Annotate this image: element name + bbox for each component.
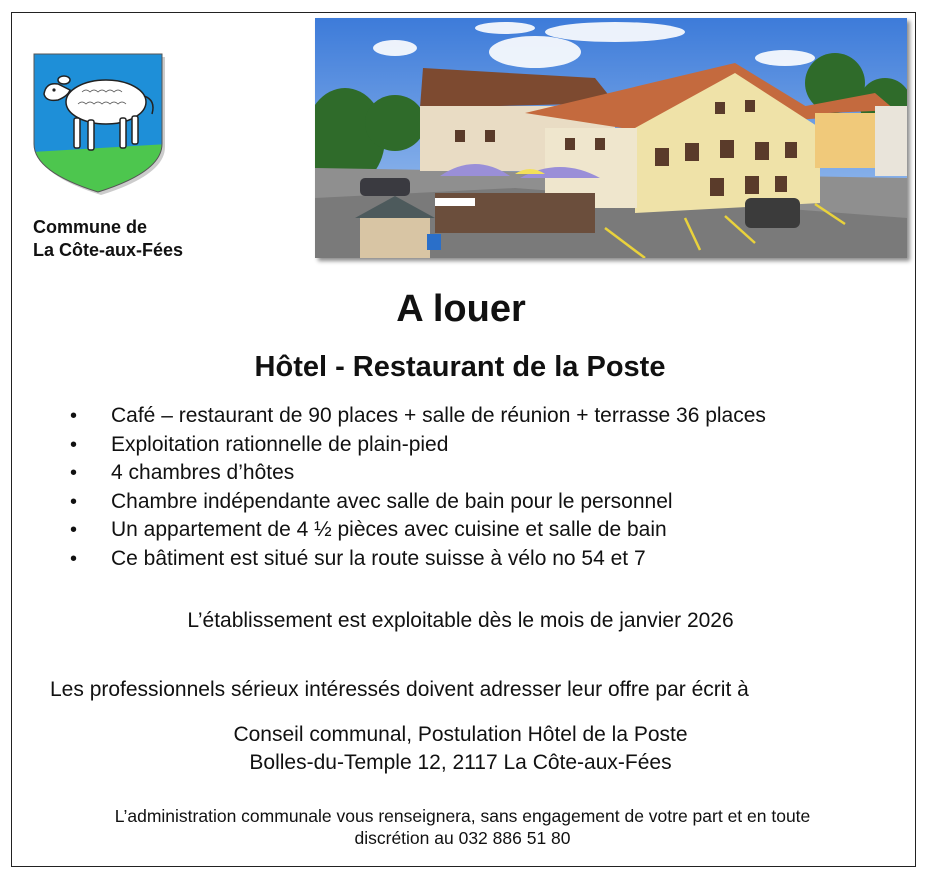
bullet-icon: • [70, 462, 78, 484]
call-to-action-text: Les professionnels sérieux intéressés doivent adresser leur offre par écrit à [50, 678, 749, 701]
feature-text: Ce bâtiment est situé sur la route suisse à vélo no 54 et 7 [111, 546, 646, 570]
list-item [68, 488, 766, 517]
coat-of-arms-sheep-icon [32, 52, 168, 196]
list-item [68, 545, 766, 574]
bullet-icon: • [70, 433, 78, 456]
bullet-icon: • [70, 405, 78, 427]
feature-text: Un appartement de 4 ½ pièces avec cuisine et salle de bain [111, 518, 667, 541]
list-item [68, 459, 766, 488]
bullet-icon: • [70, 519, 78, 541]
commune-line-2: La Côte-aux-Fées [33, 240, 184, 260]
page-title: A louer [396, 288, 526, 330]
feature-text: 4 chambres d’hôtes [111, 461, 295, 484]
feature-text: Chambre indépendante avec salle de bain pour le personnel [111, 489, 673, 513]
footer-line-1: L’administration communale vous renseignera, sans engagement de votre part et en toute [114, 806, 811, 826]
footer-line-2: discrétion au 032 886 51 80 [354, 828, 571, 848]
availability-text: L’établissement est exploitable dès le mois de janvier 2026 [187, 609, 734, 632]
feature-text: Exploitation rationnelle de plain-pied [111, 432, 449, 456]
commune-line-1: Commune de [33, 217, 148, 237]
list-item [68, 402, 766, 431]
address-line-1: Conseil communal, Postulation Hôtel de la Poste [233, 723, 688, 746]
list-item [68, 516, 766, 545]
address-line-2: Bolles-du-Temple 12, 2117 La Côte-aux-Fées [249, 751, 672, 774]
hotel-photo [315, 18, 907, 258]
page-subtitle: Hôtel - Restaurant de la Poste [254, 351, 666, 383]
bullet-icon: • [70, 490, 78, 513]
commune-name [33, 216, 183, 262]
bullet-icon: • [70, 547, 78, 570]
feature-list [68, 402, 766, 573]
feature-text: Café – restaurant de 90 places + salle de réunion + terrasse 36 places [111, 404, 766, 427]
footer-note [0, 805, 925, 849]
list-item [68, 431, 766, 460]
